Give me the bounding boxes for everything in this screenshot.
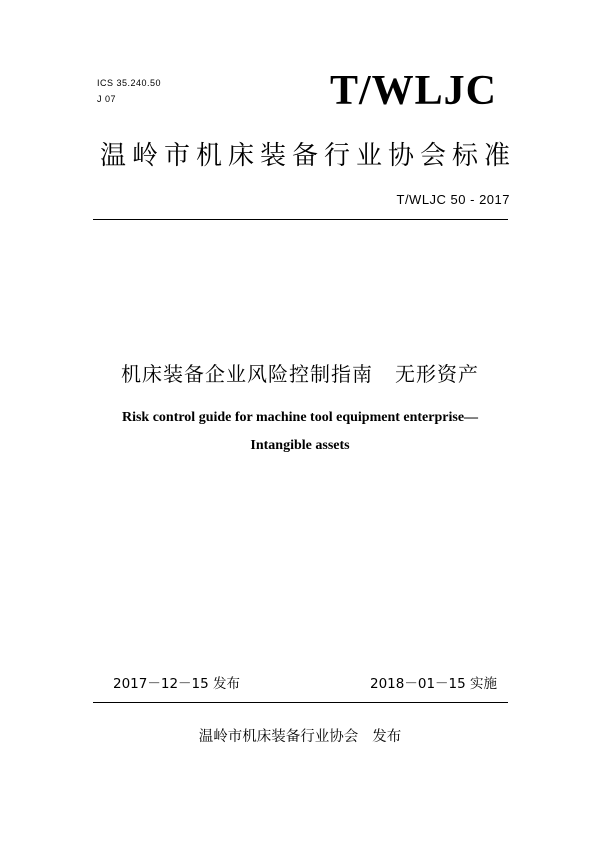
chinese-title-main: 机床装备企业风险控制指南 <box>121 362 373 386</box>
association-standard-heading: 温岭市机床装备行业协会标准 <box>100 141 517 171</box>
publisher-line <box>0 725 600 746</box>
english-title-line-2: Intangible assets <box>250 438 350 453</box>
ccs-code: J 07 <box>97 94 117 104</box>
publish-label: 发布 <box>372 729 402 745</box>
footer-divider <box>93 702 508 703</box>
standard-code-logo: T/WLJC <box>329 68 497 114</box>
header-divider <box>93 219 508 220</box>
chinese-title <box>0 358 600 387</box>
implementation-date: 2018－01－15 实施 <box>370 676 498 692</box>
ics-code: ICS 35.240.50 <box>97 78 162 88</box>
chinese-title-sub: 无形资产 <box>395 362 479 386</box>
publisher-name: 温岭市机床装备行业协会 <box>198 729 359 745</box>
english-title-line-1: Risk control guide for machine tool equipment enterprise— <box>121 410 479 425</box>
standard-number: T/WLJC 50 - 2017 <box>396 192 510 207</box>
issue-date: 2017－12－15 发布 <box>113 676 241 692</box>
